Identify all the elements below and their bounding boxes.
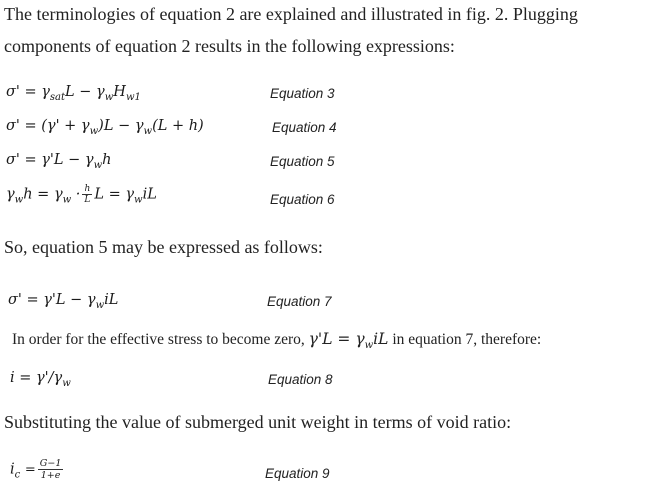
effective-stress-math: $\gamma'L = \gamma_wiL$	[308, 330, 389, 352]
equation-8-label: Equation 8	[268, 372, 333, 387]
equation-3: $\sigma' = \gamma_{sat}L - \gamma_wH_{w1}$	[6, 84, 141, 103]
equation-6: $\gamma_wh = \gamma_w$ · $\frac{h}{L}$ $L = \gamma_wiL$	[6, 184, 157, 206]
equation-9-fraction: $\frac{G-1}{1+e}$	[39, 458, 62, 481]
equation-3-label: Equation 3	[270, 86, 335, 101]
equation-6-label: Equation 6	[270, 192, 335, 207]
intro-line-2: components of equation 2 results in the following expressions:	[4, 36, 455, 56]
equation-7: $\sigma' = \gamma'L - \gamma_wiL$	[8, 292, 119, 311]
substituting-paragraph: Substituting the value of submerged unit weight in terms of void ratio:	[4, 412, 512, 432]
equation-8: $i = \gamma'/\gamma_w$	[10, 370, 71, 389]
equation-5-label: Equation 5	[270, 154, 335, 169]
effective-stress-sentence: In order for the effective stress to become zero, $\gamma'L = \gamma_wiL$ in equation 7, therefore:	[12, 330, 542, 352]
intro-line-1: The terminologies of equation 2 are explained and illustrated in fig. 2. Plugging	[4, 4, 578, 24]
equation-7-label: Equation 7	[267, 294, 332, 309]
so-paragraph: So, equation 5 may be expressed as follows:	[4, 237, 323, 257]
equation-9-label: Equation 9	[265, 466, 330, 481]
equation-4: $\sigma' = (\gamma' + \gamma_w)L - \gamma_w(L + h)$	[6, 118, 204, 137]
equation-4-label: Equation 4	[272, 120, 337, 135]
equation-6-fraction: $\frac{h}{L}$	[84, 184, 91, 205]
equation-5: $\sigma' = \gamma'L - \gamma_wh$	[6, 152, 112, 171]
equation-9: $i_c$ = $\frac{G-1}{1+e}$	[10, 458, 62, 481]
